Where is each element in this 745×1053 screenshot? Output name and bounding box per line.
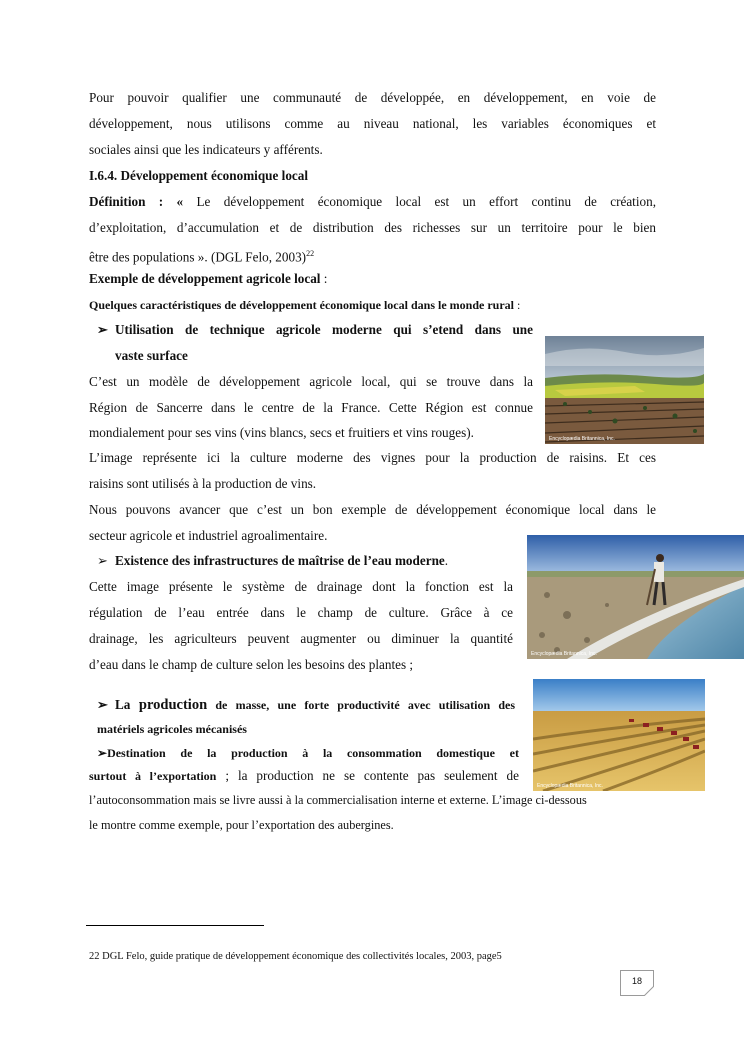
bullet4-line-2	[89, 768, 519, 784]
bullet1-line-2: vaste surface	[115, 348, 188, 363]
bullet1-para-2: Région de Sancerre dans le centre de la France. Cette Région est connue	[89, 400, 533, 415]
bullet1-para-5: raisins sont utilisés à la production de vins.	[89, 476, 317, 491]
footnote-separator	[86, 925, 264, 926]
bullet1-text: Utilisation de technique agricole moderne qui s’etend dans une	[115, 322, 533, 337]
page-number	[620, 970, 654, 996]
image-credit: Encyclopædia Britannica, Inc.	[531, 651, 597, 657]
image-credit: Encyclopædia Britannica, Inc.	[549, 436, 615, 442]
section-heading: I.6.4. Développement économique local	[89, 168, 309, 183]
definition-line-2: d’exploitation, d’accumulation et de distribution des richesses sur un territoire pour le bien	[89, 220, 656, 235]
bullet3-production: production	[138, 697, 208, 713]
footnote-ref[interactable]: 22	[306, 249, 315, 258]
bullet2-para-2: régulation de l’eau entrée dans le champ de culture. Grâce à ce	[89, 605, 513, 620]
bullet4-label-1: Destination de la production à la consommation domestique et	[107, 746, 519, 760]
bullet3-la: La	[115, 697, 131, 712]
footnote: 22 DGL Felo, guide pratique de développement économique des collectivités locales, 2003, page5	[89, 951, 502, 962]
bullet4-text-1: ; la production ne se contente pas seulement de	[216, 768, 519, 783]
bullet4-line-4: le montre comme exemple, pour l’exportation des aubergines.	[89, 818, 394, 832]
image-credit: Encyclopædia Britannica, Inc.	[537, 783, 603, 789]
bullet3-rest: de masse, une forte productivité avec utilisation des	[207, 698, 516, 712]
drainage-image	[527, 535, 744, 659]
arrow-bullet-icon: ➢	[97, 697, 109, 712]
page-corner-icon	[644, 986, 654, 996]
bullet4-label-2: surtout à l’exportation	[89, 769, 217, 783]
intro-line-2: développement, nous utilisons comme au niveau national, les variables économiques et	[89, 116, 656, 131]
vineyard-image	[545, 336, 704, 444]
bullet2-period: .	[444, 553, 449, 568]
bullet2-line-1	[97, 553, 448, 569]
bullet1-para-3: mondialement pour ses vins (vins blancs, secs et fruitiers et vins rouges).	[89, 425, 474, 440]
bullet3-line-2: matériels agricoles mécanisés	[97, 722, 247, 736]
intro-line-1: Pour pouvoir qualifier une communauté de développée, en développement, en voie de	[89, 90, 656, 105]
example-colon: :	[320, 271, 328, 286]
bullet2-para-4: d’eau dans le champ de culture selon les besoins des plantes ;	[89, 657, 414, 672]
bullet1-para-1: C’est un modèle de développement agricole local, qui se trouve dans la	[89, 374, 533, 389]
bullet3-line-1	[97, 697, 515, 713]
definition-text-3: être des populations ». (DGL Felo, 2003)	[89, 249, 307, 265]
bullet4-line-3: l’autoconsommation mais se livre aussi à la commercialisation interne et externe. L’image ci-dessous	[89, 793, 587, 807]
bullet2-para-3: drainage, les agriculteurs peuvent augmenter ou diminuer la quantité	[89, 631, 513, 646]
example-heading-line	[89, 271, 327, 287]
arrow-bullet-icon: ➢	[97, 553, 109, 568]
bullet2-para-1: Cette image présente le système de drainage dont la fonction est la	[89, 579, 513, 594]
example-heading: Exemple de développement agricole local	[89, 271, 321, 286]
characteristics-colon: :	[513, 298, 521, 312]
definition-line-3	[89, 246, 314, 265]
bullet1-para-7: secteur agricole et industriel agroalimentaire.	[89, 528, 328, 543]
intro-line-3: sociales ainsi que les indicateurs y afférents.	[89, 142, 323, 157]
characteristics-heading-line	[89, 297, 520, 313]
harvest-image	[533, 679, 705, 791]
bullet4-line-1	[97, 745, 519, 761]
bullet1-para-6: Nous pouvons avancer que c’est un bon exemple de développement économique local dans le	[89, 502, 656, 517]
definition-text-1: Le développement économique local est un effort continu de création,	[183, 194, 656, 209]
bullet1-para-4: L’image représente ici la culture moderne des vignes pour la production de raisins. Et ces	[89, 450, 656, 465]
definition-line-1	[89, 194, 656, 210]
page-number-text: 18	[631, 976, 642, 986]
bullet2-label: Existence des infrastructures de maîtrise de l’eau moderne	[115, 553, 445, 568]
definition-label: Définition : «	[89, 194, 184, 209]
arrow-bullet-icon: ➢	[97, 746, 108, 760]
arrow-bullet-icon: ➢	[97, 322, 109, 337]
characteristics-heading: Quelques caractéristiques de développement économique local dans le monde rural	[89, 298, 514, 312]
bullet1-line-1	[97, 322, 533, 338]
